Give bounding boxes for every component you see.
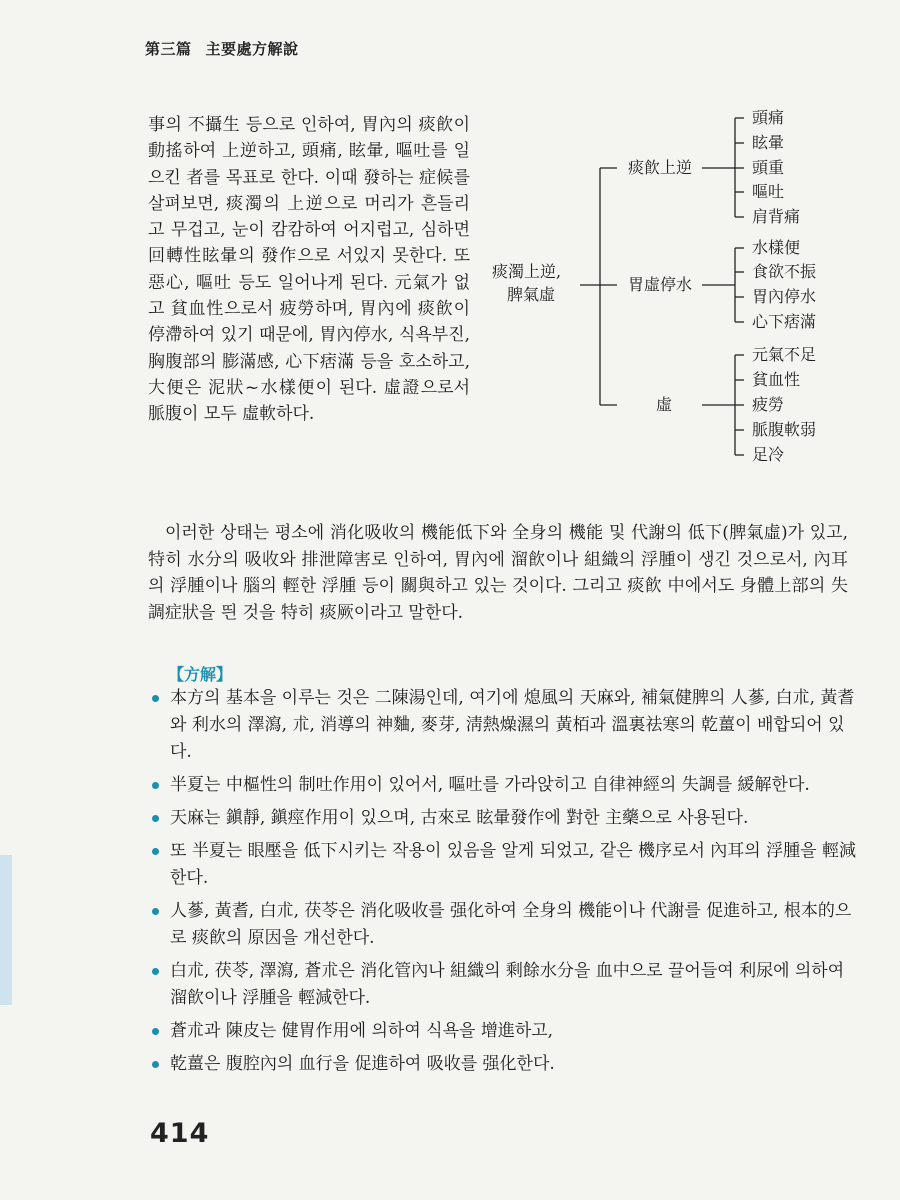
diagram-branch-label-2: 胃虛停水: [628, 275, 693, 294]
bullet-dot-icon: [152, 848, 159, 855]
diagram-root-line2: 脾氣虛: [507, 285, 556, 304]
bullet-text: 半夏는 中樞性의 制吐作用이 있어서, 嘔吐를 가라앉히고 自律神經의 失調를 緩解한다.: [170, 775, 810, 795]
diagram-item: 貧血性: [752, 370, 801, 389]
bullet-item: [148, 1051, 860, 1078]
bullet-item: [148, 1018, 860, 1045]
symptom-tree-diagram: [480, 100, 860, 480]
diagram-item: 食欲不振: [752, 262, 817, 281]
bullet-text: 本方의 基本을 이루는 것은 二陳湯인데, 여기에 熄風의 天麻와, 補氣健脾의 人蔘, 白朮, 黃耆와 利水의 澤瀉, 朮, 消導의 神麯, 麥芽, 淸熱燥濕의 黃栢과 溫裏祛寒의 乾薑이 배합되어 있다.: [170, 688, 855, 762]
bullet-text: 蒼朮과 陳皮는 健胃作用에 의하여 식욕을 增進하고,: [170, 1021, 554, 1041]
bullet-text: 天麻는 鎭靜, 鎭痙作用이 있으며, 古來로 眩暈發作에 對한 主藥으로 사용된다.: [170, 808, 749, 828]
diagram-item: 心下痞滿: [752, 312, 817, 331]
header-title: 主要處方解說: [205, 40, 299, 58]
bullet-dot-icon: [152, 695, 159, 702]
diagram-item: 脈腹軟弱: [752, 420, 817, 439]
bullet-item: [148, 958, 860, 1012]
bullet-text: 白朮, 茯苓, 澤瀉, 蒼朮은 消化管內나 組織의 剩餘水分을 血中으로 끌어들여 利尿에 의하여 溜飮이나 浮腫을 輕減한다.: [170, 961, 845, 1008]
left-paragraph: 事의 不攝生 등으로 인하여, 胃內의 痰飮이 動搖하여 上逆하고, 頭痛, 眩暈, 嘔吐를 일으킨 者를 목표로 한다. 이때 發하는 症候를 살펴보면, 痰濁의 上逆으로 머리가 흔들리고 무겁고, 눈이 캄캄하여 어지럽고, 심하면 回轉性眩暈의 發作으로 서있지 못한다. 또 惡心, 嘔吐 등도 일어나게 된다. 元氣가 없고 貧血性으로서 疲勞하며, 胃內에 痰飮이 停滯하여 있기 때문에, 胃內停水, 식욕부진, 胸腹部의 膨滿感, 心下痞滿 등을 호소하고, 大便은 泥狀~水樣便이 된다. 虛證으로서 脈腹이 모두 虛軟하다.: [148, 115, 470, 425]
diagram-item: 頭重: [752, 158, 785, 177]
diagram-item: 胃內停水: [752, 287, 817, 306]
diagram-item: 嘔吐: [752, 182, 785, 201]
bullet-list: [148, 685, 860, 1084]
page-number: 414: [150, 1118, 210, 1149]
bullet-dot-icon: [152, 968, 159, 975]
diagram-root-line1: 痰濁上逆,: [492, 262, 562, 281]
bullet-item: [148, 898, 860, 952]
diagram-item: 足冷: [752, 445, 785, 464]
bullet-text: 人蔘, 黃耆, 白朮, 茯苓은 消化吸收를 强化하여 全身의 機能이나 代謝를 促進하고, 根本的으로 痰飮의 原因을 개선한다.: [170, 901, 852, 948]
bullet-dot-icon: [152, 782, 159, 789]
bullet-item: [148, 838, 860, 892]
diagram-item: 元氣不足: [752, 345, 817, 364]
bullet-dot-icon: [152, 1028, 159, 1035]
section-title: 【方解】: [168, 665, 233, 684]
diagram-item: 水樣便: [752, 238, 801, 257]
bullet-dot-icon: [152, 1061, 159, 1068]
bullet-item: [148, 772, 860, 799]
diagram-item: 肩背痛: [752, 207, 801, 226]
diagram-branch-label-1: 痰飮上逆: [628, 158, 693, 177]
bullet-text: 또 半夏는 眼壓을 低下시키는 작용이 있음을 알게 되었고, 같은 機序로서 內耳의 浮腫을 輕減한다.: [170, 841, 856, 888]
page-edge-strip: [0, 855, 12, 1005]
running-header: [145, 38, 299, 59]
bullet-text: 乾薑은 腹腔內의 血行을 促進하여 吸收를 强化한다.: [170, 1054, 555, 1074]
header-part: 第三篇: [145, 40, 192, 58]
bullet-dot-icon: [152, 908, 159, 915]
diagram-item: 頭痛: [752, 108, 785, 127]
diagram-branch-label-3: 虛: [656, 395, 673, 414]
diagram-item: 眩暈: [752, 133, 785, 152]
bullet-item: [148, 805, 860, 832]
bullet-item: [148, 685, 860, 766]
bullet-dot-icon: [152, 815, 159, 822]
body-paragraph: 이러한 상태는 평소에 消化吸收의 機能低下와 全身의 機能 및 代謝의 低下(脾氣虛)가 있고, 特히 水分의 吸收와 排泄障害로 인하여, 胃內에 溜飮이나 組織의 浮腫이 생긴 것으로서, 內耳의 浮腫이나 腦의 輕한 浮腫 등이 關與하고 있는 것이다. 그리고 痰飮 中에서도 身體上部의 失調症狀을 띈 것을 特히 痰厥이라고 말한다.: [148, 523, 848, 623]
diagram-item: 疲勞: [752, 395, 785, 414]
